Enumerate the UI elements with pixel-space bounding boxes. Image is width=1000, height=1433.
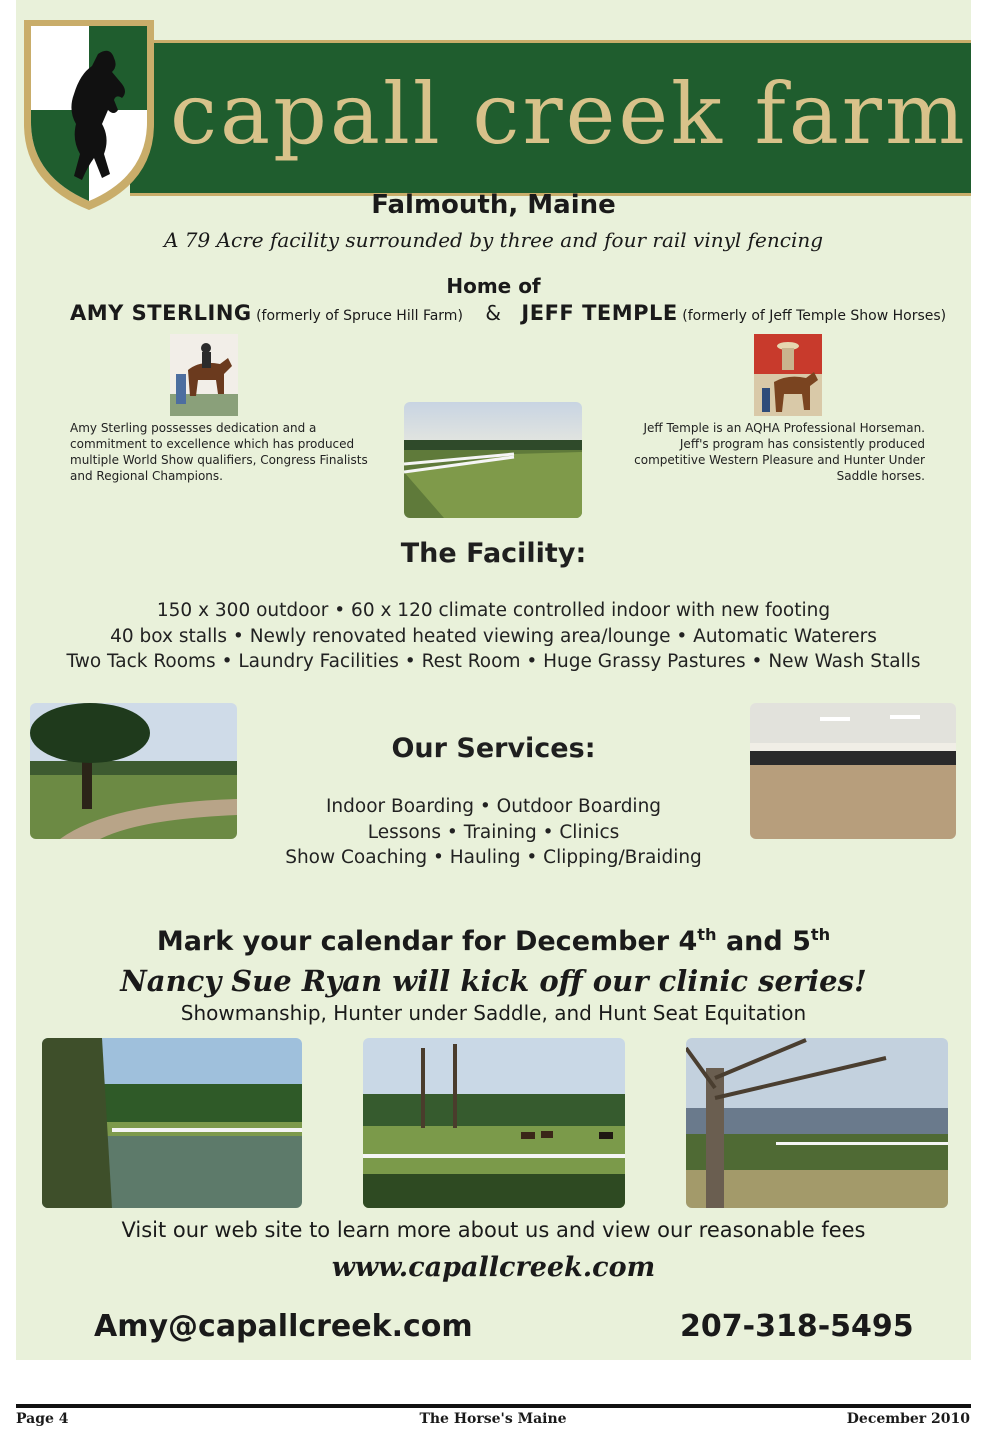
trainer-amy-name: AMY STERLING xyxy=(70,301,252,325)
publication-name: The Horse's Maine xyxy=(419,1411,567,1427)
footer-rule xyxy=(16,1404,971,1408)
ampersand: & xyxy=(485,301,501,325)
services-heading: Our Services: xyxy=(391,733,596,764)
amy-sterling-photo xyxy=(170,334,238,416)
location-heading: Falmouth, Maine xyxy=(371,190,616,220)
calendar-text-a: Mark your calendar for December 4 xyxy=(156,926,698,957)
farm-name: capall creek farm xyxy=(170,65,968,163)
email-link[interactable]: Amy@capallcreek.com xyxy=(94,1309,473,1344)
amy-sterling-bio: Amy Sterling possesses dedication and a commitment to excellence which has produced multiple World Show qualifiers, Congress Finalists and Regional Champions. xyxy=(70,421,368,483)
facility-line: 40 box stalls • Newly renovated heated viewing area/lounge • Automatic Waterers xyxy=(110,625,877,647)
calendar-sup-2: th xyxy=(810,925,831,944)
trainer-jeff-formerly: (formerly of Jeff Temple Show Horses) xyxy=(682,308,947,324)
trainer-amy-formerly: (formerly of Spruce Hill Farm) xyxy=(256,308,463,324)
calendar-sup-1: th xyxy=(697,925,717,944)
jeff-temple-bio: Jeff Temple is an AQHA Professional Horseman. Jeff's program has consistently produced competitive Western Pleasure and Hunter Under Saddle horses. xyxy=(634,421,925,483)
website-link[interactable]: www.capallcreek.com xyxy=(331,1252,656,1283)
page-number: Page 4 xyxy=(16,1411,69,1427)
home-of-heading: Home of xyxy=(446,274,541,298)
pasture-fence-photo xyxy=(404,402,582,518)
trainer-jeff-name: JEFF TEMPLE xyxy=(521,301,678,325)
calendar-heading xyxy=(16,925,971,957)
title-banner xyxy=(130,40,971,196)
trainers-line xyxy=(70,301,946,325)
horses-pasture-photo xyxy=(363,1038,625,1208)
horse-crest-logo xyxy=(18,14,160,214)
services-line: Lessons • Training • Clinics xyxy=(367,821,620,843)
facility-heading: The Facility: xyxy=(400,538,587,569)
facility-line: 150 x 300 outdoor • 60 x 120 climate controlled indoor with new footing xyxy=(156,600,831,621)
facility-tagline: A 79 Acre facility surrounded by three and four rail vinyl fencing xyxy=(163,228,824,252)
facility-line: Two Tack Rooms • Laundry Facilities • Rest Room • Huge Grassy Pastures • New Wash Stalls xyxy=(66,651,921,672)
services-list xyxy=(16,794,971,871)
services-line: Show Coaching • Hauling • Clipping/Braiding xyxy=(285,847,702,868)
website-intro: Visit our web site to learn more about us and view our reasonable fees xyxy=(121,1218,866,1242)
calendar-text-b: and 5 xyxy=(716,926,811,957)
services-line: Indoor Boarding • Outdoor Boarding xyxy=(325,796,662,817)
clinic-announcement: Nancy Sue Ryan will kick off our clinic series! xyxy=(120,964,867,998)
jeff-temple-photo xyxy=(754,334,822,416)
facility-list xyxy=(16,598,971,675)
tree-field-photo xyxy=(686,1038,948,1208)
pond-photo xyxy=(42,1038,302,1208)
issue-date: December 2010 xyxy=(846,1411,970,1427)
phone-number: 207-318-5495 xyxy=(680,1309,914,1344)
clinic-topics: Showmanship, Hunter under Saddle, and Hunt Seat Equitation xyxy=(180,1001,807,1025)
